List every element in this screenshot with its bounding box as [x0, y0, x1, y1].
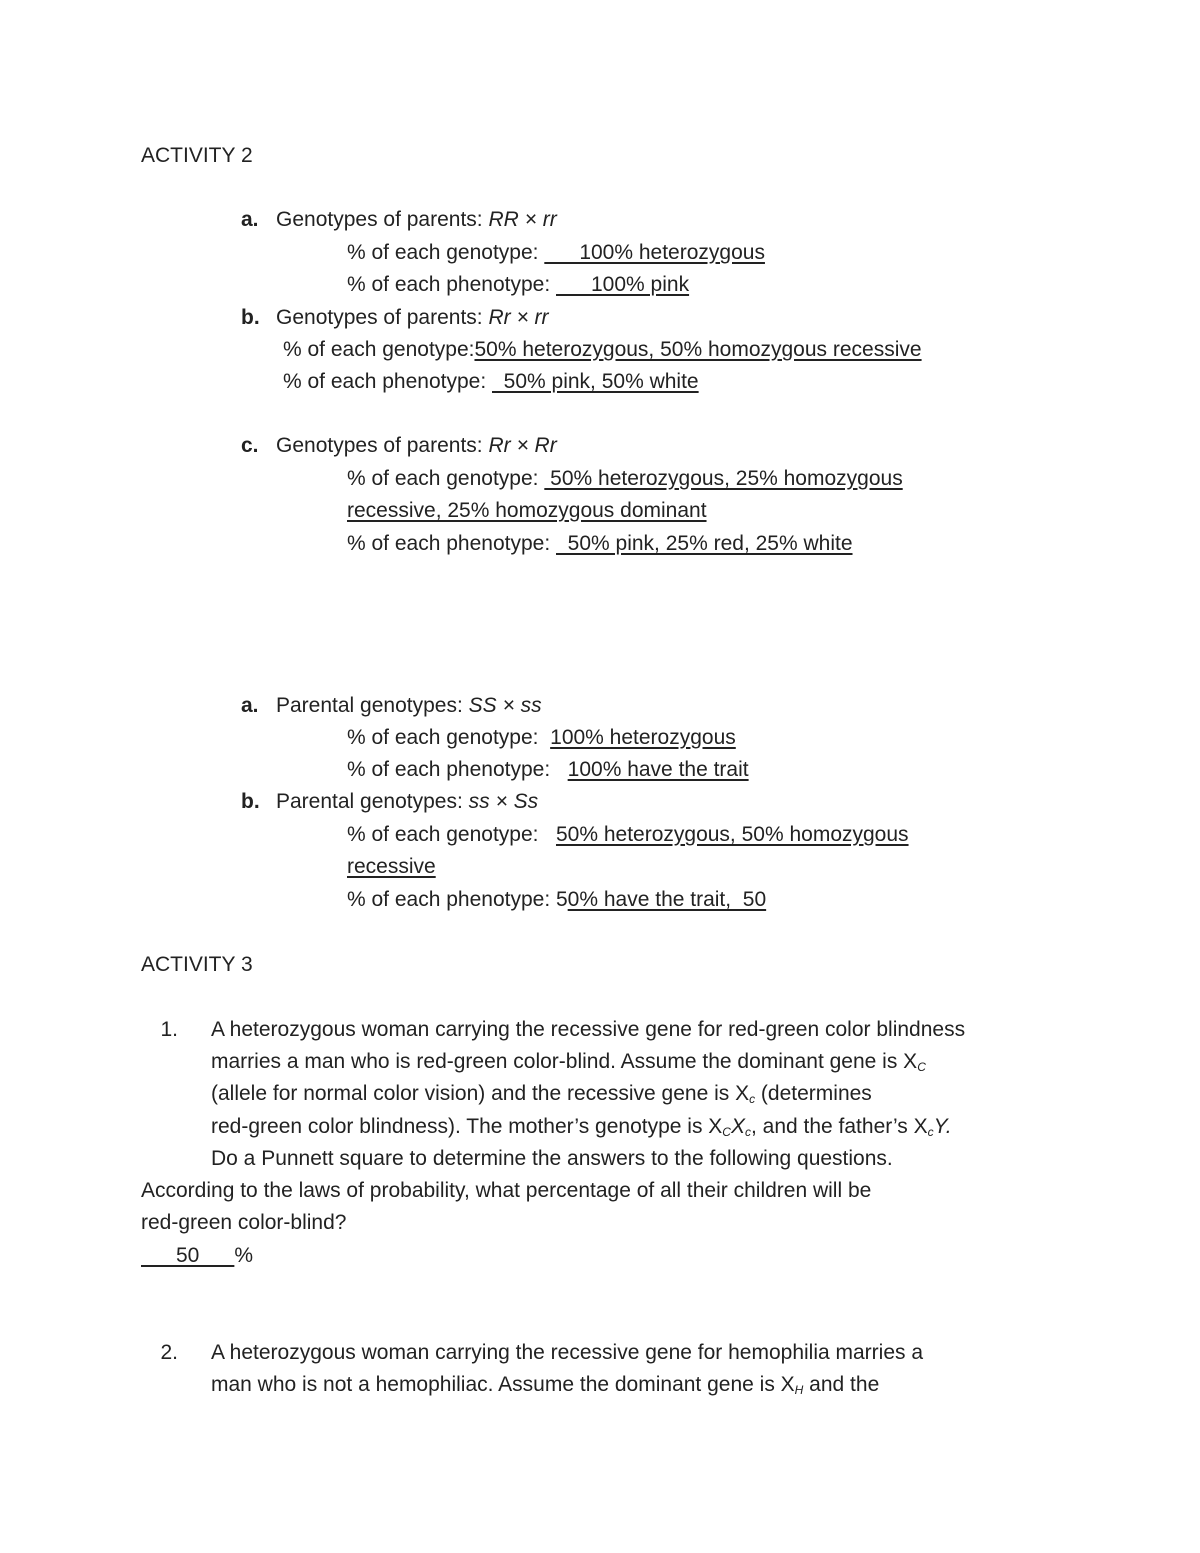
genotype-prefix: % of each genotype:	[283, 338, 475, 361]
q1-line-1	[160, 1016, 966, 1044]
item-label: b.	[241, 790, 260, 813]
a2-c-genotype-line	[347, 465, 903, 493]
a2-a-genotype-line	[347, 239, 765, 267]
activity-2-heading: ACTIVITY 2	[141, 144, 253, 167]
q1-question-line-2: red-green color-blind?	[141, 1211, 347, 1234]
question-number: 1.	[160, 1018, 178, 1041]
parents-prefix: Genotypes of parents:	[276, 208, 489, 231]
phenotype-prefix: % of each phenotype: 5	[347, 888, 568, 911]
q2-line-1	[160, 1339, 924, 1367]
p2-b-genotype-line	[347, 821, 909, 849]
a2-a-phenotype-line	[347, 271, 689, 299]
parents-prefix: Genotypes of parents:	[276, 306, 489, 329]
genotype-answer-continued: recessive	[347, 855, 436, 878]
subscript: c	[744, 1125, 751, 1139]
question-number: 2.	[160, 1341, 178, 1364]
phenotype-prefix: % of each phenotype:	[347, 758, 568, 781]
parents-prefix: Genotypes of parents:	[276, 434, 489, 457]
p2-b-genotype-line-2	[347, 853, 436, 881]
q1-answer-line	[141, 1242, 253, 1270]
genotype-prefix: % of each genotype:	[347, 823, 556, 846]
subscript: C	[917, 1060, 926, 1074]
a2-a-parents-line	[241, 206, 557, 234]
phenotype-prefix: % of each phenotype:	[347, 273, 556, 296]
item-label: a.	[241, 208, 259, 231]
q1-text-4a: red-green color blindness). The mother’s genotype is X	[211, 1115, 723, 1138]
genotype-prefix: % of each genotype:	[347, 241, 545, 264]
parents-genotypes: ss × Ss	[468, 790, 539, 813]
phenotype-answer: 50% pink, 50% white	[492, 370, 699, 393]
q1-text-2: marries a man who is red-green color-blind. Assume the dominant gene is X	[211, 1050, 918, 1073]
genotype-answer: 50% heterozygous, 25% homozygous	[544, 467, 903, 490]
a2-b-genotype-line	[283, 336, 922, 364]
q2-text-1: A heterozygous woman carrying the recessive gene for hemophilia marries a	[211, 1341, 924, 1364]
genotype-answer-continued: recessive, 25% homozygous dominant	[347, 499, 707, 522]
p2-a-phenotype-line	[347, 756, 749, 784]
p2-b-parents-line	[241, 788, 538, 816]
a2-b-phenotype-line	[283, 368, 699, 396]
a2-c-genotype-line-2	[347, 497, 707, 525]
item-label: a.	[241, 694, 259, 717]
phenotype-answer: 100% have the trait	[567, 758, 749, 781]
a2-c-parents-line	[241, 432, 557, 460]
q2-text-2: man who is not a hemophiliac. Assume the dominant gene is X	[211, 1373, 795, 1396]
q1-text-1: A heterozygous woman carrying the recessive gene for red-green color blindness	[211, 1018, 966, 1041]
a2-b-parents-line	[241, 304, 549, 332]
p2-b-phenotype-line	[347, 886, 766, 914]
parents-genotypes: Rr × rr	[488, 306, 549, 329]
genotype-answer: 50% heterozygous, 50% homozygous	[555, 823, 909, 846]
item-label: c.	[241, 434, 259, 457]
subscript: c	[927, 1125, 934, 1139]
a2-c-phenotype-line	[347, 530, 853, 558]
parents-genotypes: SS × ss	[468, 694, 542, 717]
phenotype-answer: 0% have the trait, 50	[567, 888, 767, 911]
genotype-prefix: % of each genotype:	[347, 726, 551, 749]
q1-line-3	[211, 1080, 872, 1113]
item-label: b.	[241, 306, 260, 329]
q2-line-2	[211, 1371, 879, 1404]
parents-genotypes: RR × rr	[488, 208, 557, 231]
activity-3-heading: ACTIVITY 3	[141, 953, 253, 976]
q1-line-2	[211, 1048, 926, 1081]
q1-text-4b: X	[730, 1115, 745, 1138]
q2-text-2-end: and the	[803, 1373, 880, 1396]
q1-answer: 50	[141, 1244, 235, 1267]
q1-answer-unit: %	[234, 1244, 254, 1267]
q1-text-4d: Y.	[933, 1115, 952, 1138]
parents-genotypes: Rr × Rr	[488, 434, 557, 457]
q1-line-4	[211, 1113, 952, 1146]
subscript: c	[749, 1092, 756, 1106]
phenotype-answer: 50% pink, 25% red, 25% white	[556, 532, 853, 555]
genotype-answer: 50% heterozygous, 50% homozygous recessive	[474, 338, 922, 361]
subscript: C	[722, 1125, 731, 1139]
q1-text-3b: (determines	[755, 1082, 872, 1105]
phenotype-prefix: % of each phenotype:	[347, 532, 556, 555]
genotype-answer: 100% heterozygous	[544, 241, 765, 264]
subscript: H	[794, 1383, 804, 1397]
phenotype-prefix: % of each phenotype:	[283, 370, 492, 393]
q1-question-line-1: According to the laws of probability, what percentage of all their children will be	[141, 1179, 872, 1202]
q1-text-3a: (allele for normal color vision) and the recessive gene is X	[211, 1082, 750, 1105]
phenotype-answer: 100% pink	[556, 273, 690, 296]
parents-prefix: Parental genotypes:	[276, 694, 469, 717]
p2-a-genotype-line	[347, 724, 736, 752]
genotype-prefix: % of each genotype:	[347, 467, 545, 490]
q1-line-5: Do a Punnett square to determine the answers to the following questions.	[211, 1147, 893, 1170]
p2-a-parents-line	[241, 692, 542, 720]
parents-prefix: Parental genotypes:	[276, 790, 469, 813]
q1-text-4c: , and the father’s X	[750, 1115, 928, 1138]
genotype-answer: 100% heterozygous	[550, 726, 736, 749]
